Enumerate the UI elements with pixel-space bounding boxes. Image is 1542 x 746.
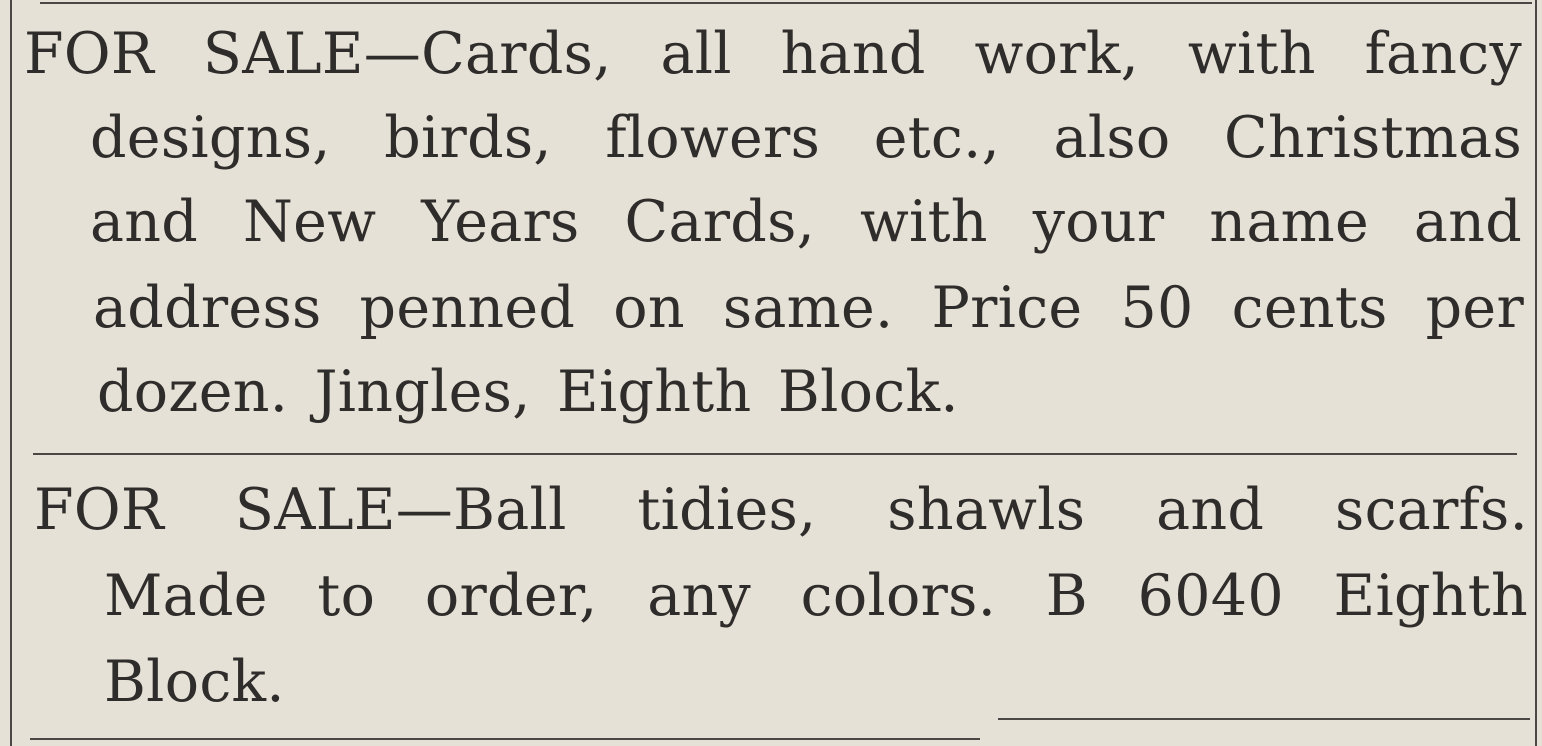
left-border: [10, 0, 12, 746]
ad-line: FOR SALE—Ball tidies, shawls and scarfs.: [34, 477, 1528, 543]
ad-line: designs, birds, flowers etc., also Christmas: [90, 105, 1522, 171]
ad-line: Made to order, any colors. B 6040 Eighth: [104, 563, 1528, 629]
right-border: [1535, 0, 1537, 746]
bottom-rule: [998, 718, 1530, 720]
bottom-rule: [30, 738, 980, 740]
ad-line: and New Years Cards, with your name and: [90, 189, 1522, 255]
ad-line: FOR SALE—Cards, all hand work, with fancy: [24, 21, 1522, 87]
ad-line: Block.: [104, 649, 285, 715]
ad-line: address penned on same. Price 50 cents per: [93, 275, 1524, 341]
ad-line: dozen. Jingles, Eighth Block.: [97, 359, 959, 425]
top-rule: [40, 2, 1532, 4]
ad-separator-rule: [33, 453, 1517, 455]
